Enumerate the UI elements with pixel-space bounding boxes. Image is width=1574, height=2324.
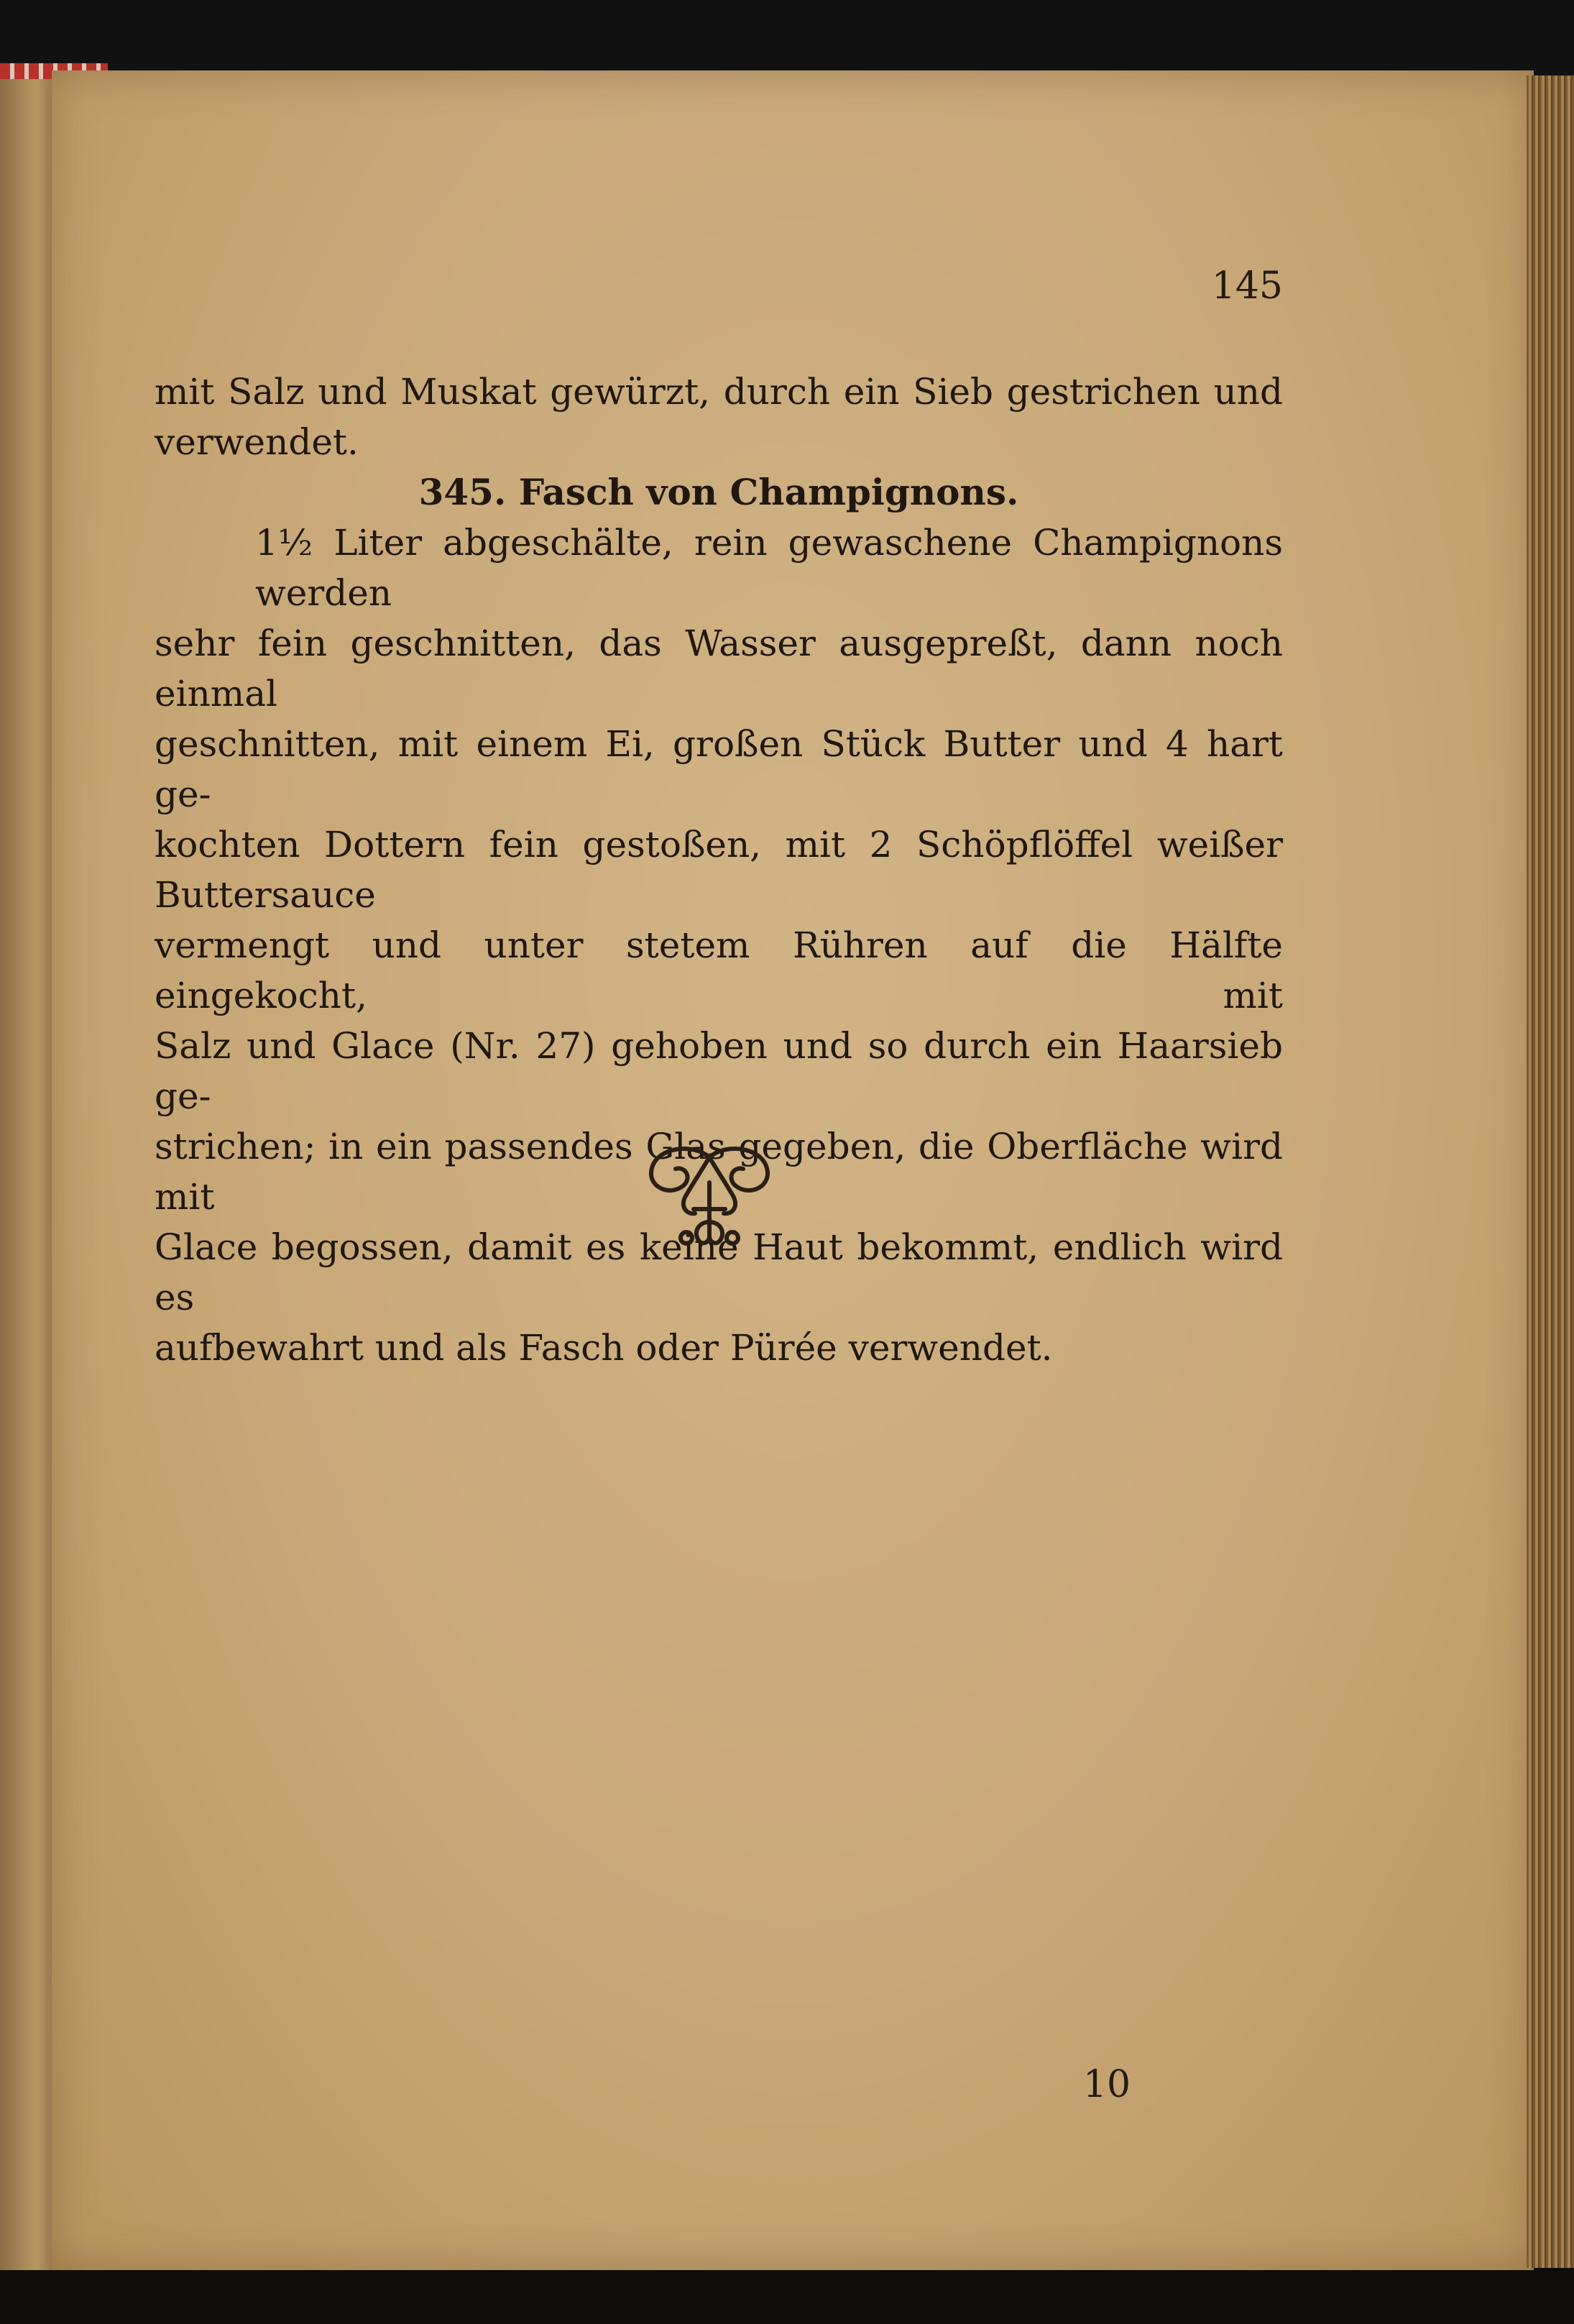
recipe-heading: 345. Fasch von Champignons.: [418, 471, 1019, 513]
text-line: sehr fein geschnitten, das Wasser ausgepreßt, dann noch einmal: [155, 623, 1283, 715]
text-line: Salz und Glace (Nr. 27) gehoben und so durch ein Haarsieb ge-: [155, 1025, 1283, 1117]
scan-background-top: [0, 0, 1574, 79]
text-line: verwendet.: [155, 421, 359, 463]
text-line: kochten Dottern fein gestoßen, mit 2 Schöpflöffel weißer Buttersauce: [155, 824, 1283, 916]
text-line: vermengt und unter stetem Rühren auf die Hälfte eingekocht, mit: [155, 924, 1283, 1016]
floral-vignette-icon: [643, 1143, 776, 1251]
scan-background-bottom: [0, 2270, 1574, 2324]
text-line: mit Salz und Muskat gewürzt, durch ein Sieb gestrichen und: [155, 371, 1283, 413]
page-number: 145: [1211, 265, 1283, 308]
text-line: aufbewahrt und als Fasch oder Pürée verwendet.: [155, 1327, 1053, 1369]
page-block-edge: [1527, 75, 1574, 2268]
text-line: Glace begossen, damit es keine Haut bekommt, endlich wird es: [155, 1226, 1283, 1318]
text-line: 1½ Liter abgeschälte, rein gewaschene Champignons werden: [255, 522, 1283, 614]
text-line: strichen; in ein passendes Glas gegeben, die Oberfläche wird mit: [155, 1126, 1283, 1218]
text-line: geschnitten, mit einem Ei, großen Stück Butter und 4 hart ge-: [155, 723, 1283, 815]
signature-mark: 10: [1082, 2063, 1131, 2106]
